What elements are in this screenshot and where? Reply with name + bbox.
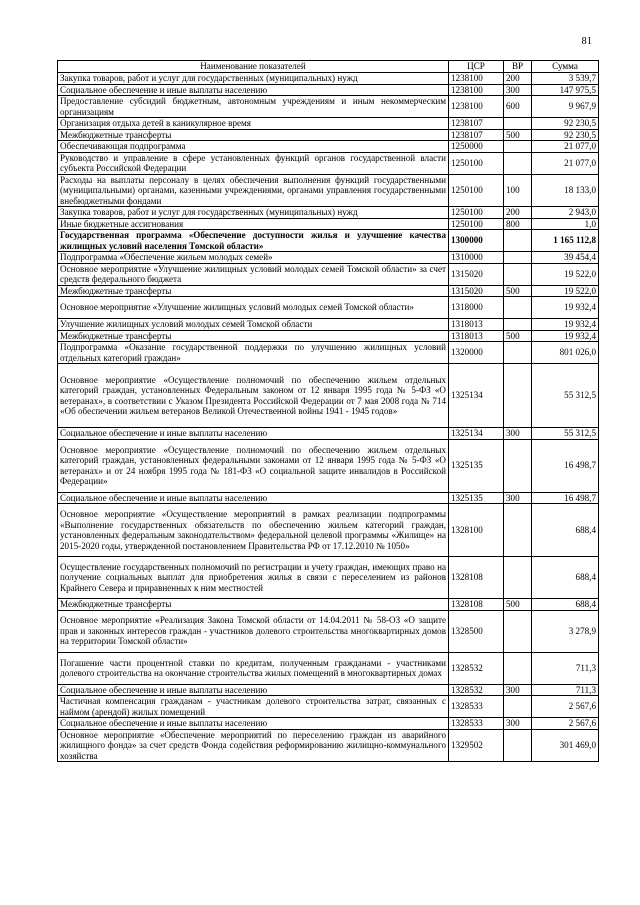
row-name-cell: Основное мероприятие «Осуществление полномочий по обеспечению жильем отдельных категорий граждан, установленных Федеральным законом от 12 января 1995 года № 5-ФЗ «О ветеранах», в соответствии с Указом Президента Российской Федерации от 7 мая 2008 года № 714 «Об обеспечении жильем ветеранов Великой Отечественной войны 1941 - 1945 годов» xyxy=(58,364,449,428)
row-name-cell: Основное мероприятие «Осуществление мероприятий в рамках реализации подпрограммы «Выполнение государственных обязательств по обеспечению жильем категорий граждан, установленных федеральным законодательством» федеральной целевой программы «Жилище» на 2015-2020 годы, утвержденной постановлением Правительства РФ от 17.12.2010 № 1050» xyxy=(58,504,449,557)
row-sum-cell: 21 077,0 xyxy=(532,152,599,174)
row-csr-cell: 1329502 xyxy=(449,729,504,762)
row-sum-cell: 688,4 xyxy=(532,504,599,557)
row-vr-cell: 500 xyxy=(504,285,532,297)
row-name-cell: Основное мероприятие «Осуществление полномочий по обеспечению жильем отдельных категорий граждан, установленных федеральными законами от 12 января 1995 года № 5-ФЗ «О ветеранах» и от 24 ноября 1995 года № 181-ФЗ «О социальной защите инвалидов в Российской Федерации» xyxy=(58,439,449,492)
row-csr-cell: 1315020 xyxy=(449,285,504,297)
row-csr-cell: 1310000 xyxy=(449,252,504,264)
table-row xyxy=(58,599,599,611)
row-csr-cell: 1250000 xyxy=(449,141,504,153)
row-vr-cell xyxy=(504,141,532,153)
row-sum-cell: 801 026,0 xyxy=(532,342,599,364)
row-name-cell: Основное мероприятие «Улучшение жилищных условий молодых семей Томской области» за счет средств федерального бюджета xyxy=(58,263,449,285)
row-sum-cell: 2 567,6 xyxy=(532,718,599,730)
header-name: Наименование показателей xyxy=(58,61,449,73)
table-row xyxy=(58,297,599,319)
page-number: 81 xyxy=(581,36,592,47)
row-name-cell: Погашение части процентной ставки по кредитам, полученным гражданами - участниками долевого строительства на окончание строительства жилых помещений в многоквартирных домах xyxy=(58,652,449,684)
row-name-cell: Частичная компенсация гражданам - участникам долевого строительства затрат, связанных с наймом (арендой) жилых помещений xyxy=(58,696,449,718)
row-vr-cell xyxy=(504,297,532,319)
row-csr-cell: 1250100 xyxy=(449,174,504,207)
row-sum-cell: 92 230,5 xyxy=(532,129,599,141)
row-name-cell: Межбюджетные трансферты xyxy=(58,330,449,342)
row-name-cell: Основное мероприятие «Обеспечение мероприятий по переселению граждан из аварийного жилищного фонда» за счет средств Фонда содействия реформированию жилищно-коммунального хозяйства xyxy=(58,729,449,762)
row-name-cell: Государственная программа «Обеспечение доступности жилья и улучшение качества жилищных условий населения Томской области» xyxy=(58,230,449,252)
table-row xyxy=(58,141,599,153)
row-name-cell: Основное мероприятие «Улучшение жилищных условий молодых семей Томской области» xyxy=(58,297,449,319)
row-vr-cell xyxy=(504,504,532,557)
row-sum-cell: 55 312,5 xyxy=(532,364,599,428)
table-row xyxy=(58,73,599,85)
row-vr-cell: 600 xyxy=(504,96,532,118)
row-name-cell: Обеспечивающая подпрограмма xyxy=(58,141,449,153)
row-vr-cell xyxy=(504,118,532,130)
table-body xyxy=(58,73,599,762)
row-csr-cell: 1300000 xyxy=(449,230,504,252)
table-row xyxy=(58,364,599,428)
row-name-cell: Социальное обеспечение и иные выплаты населению xyxy=(58,718,449,730)
row-sum-cell: 92 230,5 xyxy=(532,118,599,130)
row-name-cell: Иные бюджетные ассигнования xyxy=(58,218,449,230)
row-csr-cell: 1238107 xyxy=(449,129,504,141)
table-row xyxy=(58,218,599,230)
table-row xyxy=(58,718,599,730)
header-vr: ВР xyxy=(504,61,532,73)
table-row xyxy=(58,96,599,118)
row-name-cell: Социальное обеспечение и иные выплаты населению xyxy=(58,684,449,696)
row-sum-cell: 39 454,4 xyxy=(532,252,599,264)
row-sum-cell: 711,3 xyxy=(532,684,599,696)
row-vr-cell: 300 xyxy=(504,492,532,504)
row-vr-cell xyxy=(504,557,532,599)
row-vr-cell xyxy=(504,263,532,285)
row-vr-cell: 100 xyxy=(504,174,532,207)
table-row xyxy=(58,118,599,130)
row-vr-cell: 500 xyxy=(504,129,532,141)
table-row xyxy=(58,207,599,219)
table-row xyxy=(58,263,599,285)
row-csr-cell: 1325135 xyxy=(449,492,504,504)
row-sum-cell: 2 567,6 xyxy=(532,696,599,718)
row-name-cell: Подпрограмма «Обеспечение жильем молодых семей» xyxy=(58,252,449,264)
table-row xyxy=(58,252,599,264)
table-row xyxy=(58,342,599,364)
row-sum-cell: 688,4 xyxy=(532,599,599,611)
row-vr-cell: 200 xyxy=(504,73,532,85)
table-row xyxy=(58,319,599,331)
row-sum-cell: 9 967,9 xyxy=(532,96,599,118)
table-row xyxy=(58,330,599,342)
table-row xyxy=(58,174,599,207)
row-sum-cell: 3 278,9 xyxy=(532,610,599,652)
row-vr-cell: 800 xyxy=(504,218,532,230)
row-sum-cell: 301 469,0 xyxy=(532,729,599,762)
table-row xyxy=(58,84,599,96)
row-sum-cell: 2 943,0 xyxy=(532,207,599,219)
table-row xyxy=(58,652,599,684)
row-csr-cell: 1325134 xyxy=(449,364,504,428)
budget-table xyxy=(57,60,599,762)
row-name-cell: Подпрограмма «Оказание государственной поддержки по улучшению жилищных условий отдельных категорий граждан» xyxy=(58,342,449,364)
row-csr-cell: 1318013 xyxy=(449,330,504,342)
row-vr-cell xyxy=(504,610,532,652)
row-vr-cell xyxy=(504,342,532,364)
row-vr-cell: 300 xyxy=(504,684,532,696)
row-name-cell: Социальное обеспечение и иные выплаты населению xyxy=(58,492,449,504)
row-vr-cell: 200 xyxy=(504,207,532,219)
row-vr-cell: 500 xyxy=(504,599,532,611)
row-csr-cell: 1238107 xyxy=(449,118,504,130)
row-vr-cell: 300 xyxy=(504,718,532,730)
table-row xyxy=(58,439,599,492)
row-name-cell: Межбюджетные трансферты xyxy=(58,129,449,141)
row-csr-cell: 1328532 xyxy=(449,684,504,696)
row-sum-cell: 711,3 xyxy=(532,652,599,684)
row-sum-cell: 1,0 xyxy=(532,218,599,230)
table-row xyxy=(58,129,599,141)
row-vr-cell xyxy=(504,439,532,492)
row-name-cell: Социальное обеспечение и иные выплаты населению xyxy=(58,84,449,96)
table-header-row xyxy=(58,61,599,73)
table-row xyxy=(58,504,599,557)
table-row xyxy=(58,696,599,718)
row-csr-cell: 1325135 xyxy=(449,439,504,492)
row-vr-cell xyxy=(504,652,532,684)
table-row xyxy=(58,428,599,440)
row-sum-cell: 19 522,0 xyxy=(532,263,599,285)
row-name-cell: Расходы на выплаты персоналу в целях обеспечения выполнения функций государственными (муниципальными) органами, казенными учреждениями, органами управления государственными внебюджетными фондами xyxy=(58,174,449,207)
row-vr-cell: 300 xyxy=(504,84,532,96)
table-row xyxy=(58,557,599,599)
row-vr-cell xyxy=(504,319,532,331)
row-vr-cell xyxy=(504,729,532,762)
row-csr-cell: 1250100 xyxy=(449,218,504,230)
header-csr: ЦСР xyxy=(449,61,504,73)
row-sum-cell: 688,4 xyxy=(532,557,599,599)
row-vr-cell xyxy=(504,696,532,718)
row-csr-cell: 1328100 xyxy=(449,504,504,557)
row-name-cell: Руководство и управление в сфере установленных функций органов государственной власти субъекта Российской Федерации xyxy=(58,152,449,174)
row-sum-cell: 55 312,5 xyxy=(532,428,599,440)
row-sum-cell: 19 932,4 xyxy=(532,297,599,319)
header-sum: Сумма xyxy=(532,61,599,73)
row-sum-cell: 18 133,0 xyxy=(532,174,599,207)
row-vr-cell xyxy=(504,252,532,264)
row-name-cell: Предоставление субсидий бюджетным, автономным учреждениям и иным некоммерческим организациям xyxy=(58,96,449,118)
row-sum-cell: 147 975,5 xyxy=(532,84,599,96)
table-row xyxy=(58,610,599,652)
row-csr-cell: 1318013 xyxy=(449,319,504,331)
row-csr-cell: 1318000 xyxy=(449,297,504,319)
table-row xyxy=(58,729,599,762)
row-name-cell: Закупка товаров, работ и услуг для государственных (муниципальных) нужд xyxy=(58,207,449,219)
row-csr-cell: 1250100 xyxy=(449,152,504,174)
row-sum-cell: 16 498,7 xyxy=(532,439,599,492)
row-vr-cell xyxy=(504,364,532,428)
row-name-cell: Улучшение жилищных условий молодых семей Томской области xyxy=(58,319,449,331)
row-name-cell: Осуществление государственных полномочий по регистрации и учету граждан, имеющих право на получение социальных выплат для приобретения жилья в связи с переселением из районов Крайнего Севера и приравненных к ним местностей xyxy=(58,557,449,599)
row-sum-cell: 19 932,4 xyxy=(532,319,599,331)
row-csr-cell: 1328108 xyxy=(449,599,504,611)
row-csr-cell: 1328533 xyxy=(449,696,504,718)
row-name-cell: Основное мероприятие «Реализация Закона Томской области от 14.04.2011 № 58-ОЗ «О защите прав и законных интересов граждан - участников долевого строительства многоквартирных домов на территории Томской области» xyxy=(58,610,449,652)
table-row xyxy=(58,285,599,297)
row-name-cell: Межбюджетные трансферты xyxy=(58,285,449,297)
row-vr-cell: 500 xyxy=(504,330,532,342)
row-name-cell: Организация отдыха детей в каникулярное время xyxy=(58,118,449,130)
row-vr-cell xyxy=(504,230,532,252)
row-name-cell: Закупка товаров, работ и услуг для государственных (муниципальных) нужд xyxy=(58,73,449,85)
row-sum-cell: 19 932,4 xyxy=(532,330,599,342)
row-sum-cell: 16 498,7 xyxy=(532,492,599,504)
row-vr-cell xyxy=(504,152,532,174)
row-name-cell: Межбюджетные трансферты xyxy=(58,599,449,611)
table-row xyxy=(58,152,599,174)
row-sum-cell: 19 522,0 xyxy=(532,285,599,297)
table-row xyxy=(58,230,599,252)
row-sum-cell: 21 077,0 xyxy=(532,141,599,153)
row-csr-cell: 1328533 xyxy=(449,718,504,730)
row-csr-cell: 1250100 xyxy=(449,207,504,219)
row-sum-cell: 3 539,7 xyxy=(532,73,599,85)
row-vr-cell: 300 xyxy=(504,428,532,440)
row-csr-cell: 1320000 xyxy=(449,342,504,364)
row-csr-cell: 1328500 xyxy=(449,610,504,652)
row-sum-cell: 1 165 112,8 xyxy=(532,230,599,252)
row-csr-cell: 1238100 xyxy=(449,73,504,85)
row-csr-cell: 1328532 xyxy=(449,652,504,684)
row-csr-cell: 1328108 xyxy=(449,557,504,599)
row-name-cell: Социальное обеспечение и иные выплаты населению xyxy=(58,428,449,440)
row-csr-cell: 1238100 xyxy=(449,96,504,118)
row-csr-cell: 1325134 xyxy=(449,428,504,440)
row-csr-cell: 1238100 xyxy=(449,84,504,96)
table-row xyxy=(58,684,599,696)
table-row xyxy=(58,492,599,504)
row-csr-cell: 1315020 xyxy=(449,263,504,285)
